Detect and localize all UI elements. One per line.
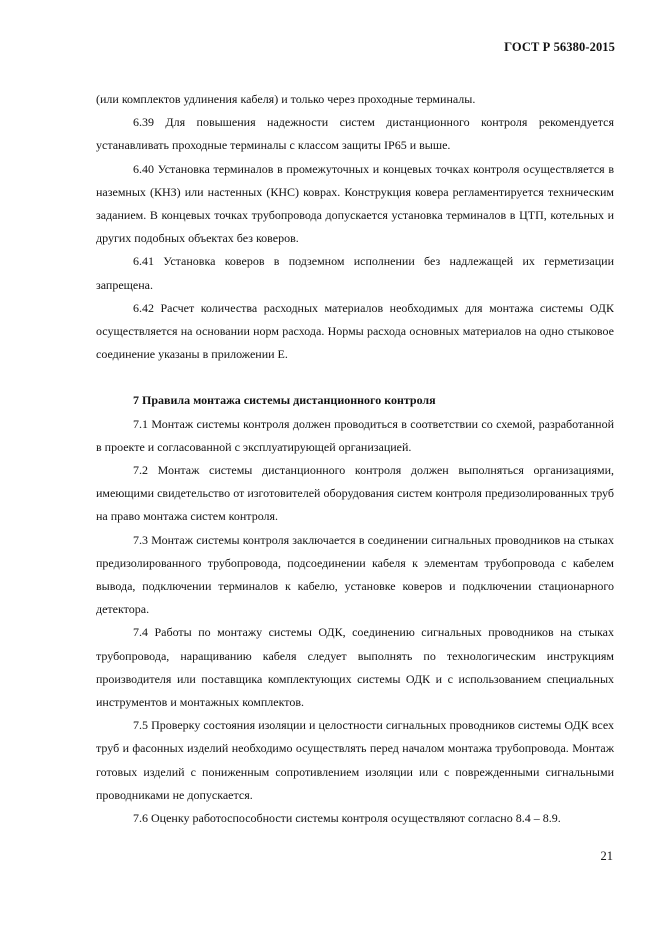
paragraph-6-42: 6.42 Расчет количества расходных материалов необходимых для монтажа системы ОДК осуществляется на основании норм расхода. Нормы расхода основных материалов на одно стыковое соединение указаны в приложении Е.	[96, 300, 614, 362]
paragraph-7-2: 7.2 Монтаж системы дистанционного контроля должен выполняться организациями, имеющими свидетельство от изготовителей оборудования систем контроля предизолированных труб на право монтажа систем контроля.	[96, 463, 614, 524]
paragraph-7-4: 7.4 Работы по монтажу системы ОДК, соединению сигнальных проводников на стыках трубопровода, наращиванию кабеля следует выполнять по технологическим инструкциям производителя или поставщика комплектующих системы ОДК и с использованием специальных инструментов и монтажных комплектов.	[96, 625, 614, 710]
page-number: 21	[600, 849, 613, 863]
document-body	[96, 88, 614, 830]
section-title: 7 Правила монтажа системы дистанционного контроля	[133, 393, 436, 408]
paragraph-7-6: 7.6 Оценку работоспособности системы контроля осуществляют согласно 8.4 – 8.9.	[133, 811, 561, 826]
paragraph-7-3: 7.3 Монтаж системы контроля заключается в соединении сигнальных проводников на стыках предизолированного трубопровода, подсоединении кабеля к элементам трубопровода с кабелем вывода, подключении терминалов к кабелю, установке коверов и подключении стационарного детектора.	[96, 532, 614, 617]
paragraph-6-40: 6.40 Установка терминалов в промежуточных и концевых точках контроля осуществляется в наземных (КНЗ) или настенных (КНС) коврах. Конструкция ковера регламентируется техническим заданием. В концевых точках трубопровода допускается установка терминалов в ЦТП, котельных и других подобных объектах без коверов.	[96, 161, 614, 246]
document-code: ГОСТ Р 56380-2015	[504, 40, 615, 54]
paragraph-continuation: (или комплектов удлинения кабеля) и только через проходные терминалы.	[96, 92, 476, 106]
paragraph-7-1: 7.1 Монтаж системы контроля должен проводиться в соответствии со схемой, разработанной в проекте и согласованной с эксплуатирующей организацией.	[96, 416, 614, 454]
paragraph-7-5: 7.5 Проверку состояния изоляции и целостности сигнальных проводников системы ОДК всех труб и фасонных изделий необходимо осуществлять перед началом монтажа трубопровода. Монтаж готовых изделий с пониженным сопротивлением изоляции или с поврежденными сигнальными проводниками не допускается.	[96, 718, 614, 802]
paragraph-6-39: 6.39 Для повышения надежности систем дистанционного контроля рекомендуется устанавливать проходные терминалы с классом защиты IP65 и выше.	[96, 115, 614, 153]
paragraph-6-41: 6.41 Установка коверов в подземном исполнении без надлежащей их герметизации запрещена.	[96, 254, 614, 292]
